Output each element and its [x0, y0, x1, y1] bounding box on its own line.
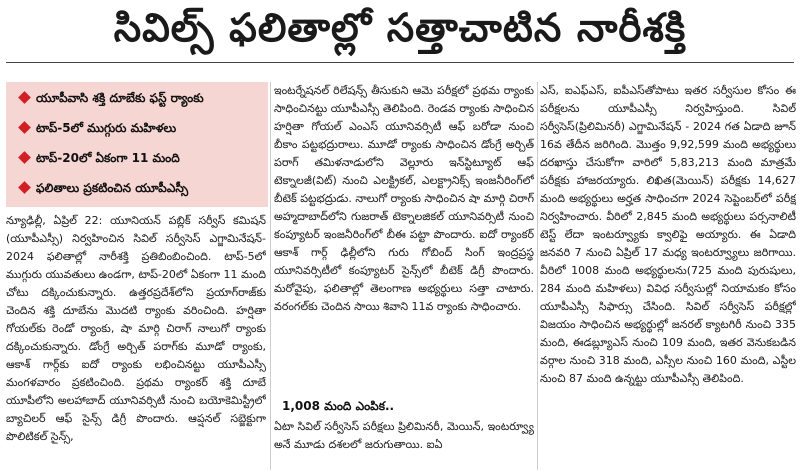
article-subheading: 1,008 మంది ఎంపిక..	[282, 399, 395, 413]
article-column-left: న్యూఢిల్లీ, ఏప్రిల్ 22: యూనియన్ పబ్లిక్ సర్వీస్ కమిషన్ (యూపీఎస్సీ) నిర్వహించిన సివిల్ సర్వీసెస్ ఎగ్జామినేషన్- 2024 ఫలితాల్లో నారీశక్తి ప్రతిబింబించింది. టాప్-5లో ముగ్గురు యువతులు ఉండగా, టాప్-20లో ఏకంగా 11 మంది చోటు దక్కించుకున్నారు. ఉత్తరప్రదేశ్‌లోని ప్రయాగ్‌రాజ్‌కు చెందిన శక్తి దూబేను మొదటి ర్యాంకు వరించింది. హర్షితా గోయల్‌కు రెండో ర్యాంకు, షా మార్గి చిరాగ్ నాలుగో ర్యాంకు దక్కించుకున్నారు. డోంగ్రే అర్చిత్ పరాగ్‌కు మూడో ర్యాంకు, ఆకాశ్ గార్గ్‌కు ఐదో ర్యాంకు లభించినట్టు యూపీఎస్సీ మంగళవారం ప్రకటించింది. ప్రథమ ర్యాంకర్ శక్తి దూబే యూపీలోని అలహాబాద్ యూనివర్సిటీ నుంచి బయోకెమిస్ట్రీలో బ్యాచిలర్ ఆఫ్ సైన్స్ డిగ్రీ పొందారు. ఆప్షనల్ సబ్జెక్టుగా పొలిటికల్ సైన్స్,	[6, 214, 266, 443]
highlight-item: ఫలితాలు ప్రకటించిన యూపీఎస్సీ	[36, 181, 189, 195]
bullet-icon	[18, 91, 31, 104]
column-divider	[537, 82, 538, 470]
bullet-icon	[18, 151, 31, 164]
highlight-item: యూపీవాసి శక్తి దూబేకు ఫస్ట్ ర్యాంకు	[36, 91, 204, 105]
article-column-middle: ఇంటర్నేషనల్ రిలేషన్స్ తీసుకుని ఆమె పరీక్షలో ప్రథమ ర్యాంకు సాధించినట్టు యూపీఎస్సీ తెలిపింది. రెండవ ర్యాంకు సాధించిన హర్షితా గోయల్ ఎంఎస్ యూనివర్సిటీ ఆఫ్ బరోడా నుంచి బీకాం పట్టభద్రురాలు. మూడో ర్యాంకు సాధించిన డోంగ్రే అర్చిత్ పరాగ్ తమిళనాడులోని వెల్లూరు ఇన్‌స్టిట్యూట్ ఆఫ్ టెక్నాలజీ(విట్) నుంచి ఎలక్ట్రికల్, ఎలక్ట్రానిక్స్ ఇంజనీరింగ్‌లో బీటెక్ పట్టభద్రుడు. నాలుగో ర్యాంకు సాధించిన షా మార్గి చిరాగ్ అహ్మదాబాద్‌లోని గుజరాత్ టెక్నాలజికల్ యూనివర్సిటీ నుంచి కంప్యూటర్ ఇంజనీరింగ్‌లో బీఈ పట్టా పొందారు. ఐదో ర్యాంకర్ ఆకాశ్ గార్గ్ ఢిల్లీలోని గురు గోబింద్ సింగ్ ఇంద్రప్రస్థ యూనివర్సిటీలో కంప్యూటర్ సైన్స్‌లో బీటెక్ డిగ్రీ పొందారు. మరోవైపు, ఫలితాల్లో తెలంగాణ అభ్యర్థులు సత్తా చాటారు. వరంగల్‌కు చెందిన సాయి శివాని 11వ ర్యాంకు సాధించారు.	[274, 84, 534, 313]
column-divider	[270, 82, 271, 470]
article-column-right: ఎస్, ఐఎఫ్ఎస్, ఐపీఎస్‌తోపాటు ఇతర సర్వీసుల కోసం ఈ పరీక్షలను యూపీఎస్సీ నిర్వహిస్తుంది. సివిల్ సర్వీసెస్(ప్రిలిమినరీ) ఎగ్జామినేషన్ - 2024 గత ఏడాది జూన్ 16వ తేదీన జరిగింది. మొత్తం 9,92,599 మంది అభ్యర్థులు దరఖాస్తు చేసుకోగా వారిలో 5,83,213 మంది మాత్రమే పరీక్షకు హాజరయ్యారు. లిఖిత(మెయిన్) పరీక్షకు 14,627 మంది అభ్యర్థులు అర్హత సాధించగా 2024 సెప్టెంబర్‌లో పరీక్ష నిర్వహించారు. వీరిలో 2,845 మంది అభ్యర్థులు పర్సనాలిటీ టెస్ట్ లేదా ఇంటర్వ్యూకు క్వాలిఫై అయ్యారు. ఈ ఏడాది జనవరి 7 నుంచి ఏప్రిల్ 17 మధ్య ఇంటర్వ్యూలు జరిగాయి. వీరిలో 1008 మంది అభ్యర్థులను(725 మంది పురుషులు, 284 మంది మహిళలు) వివిధ సర్వీసుల్లో నియామకం కోసం యూపీఎస్సీ సిఫార్సు చేసింది. సివిల్ సర్వీసెస్ పరీక్షల్లో విజయం సాధించిన అభ్యర్థుల్లో జనరల్ క్యాటగిరీ నుంచి 335 మంది, ఈడబ్ల్యూఎస్ నుంచి 109 మంది, ఇతర వెనుకబడిన వర్గాల నుంచి 318 మంది, ఎస్సీల నుంచి 160 మంది, ఎస్టీల నుంచి 87 మంది ఉన్నట్టు యూపీఎస్సీ తెలిపింది.	[540, 84, 796, 385]
headline-divider	[6, 62, 794, 63]
highlights-box	[6, 82, 268, 207]
bullet-icon	[18, 121, 31, 134]
article-column-middle-continued: ఏటా సివిల్ సర్వీసెస్ పరీక్షలు ప్రిలిమినరీ, మెయిన్, ఇంటర్వ్యూ అనే మూడు దశలలో జరుగుతాయి. ఐఏ	[274, 420, 534, 451]
highlight-item: టాప్-5లో ముగ్గురు మహిళలు	[36, 121, 177, 135]
bullet-icon	[18, 181, 31, 194]
headline: సివిల్స్ ఫలితాల్లో సత్తాచాటిన నారీశక్తి	[113, 6, 687, 51]
highlight-item: టాప్-20లో ఏకంగా 11 మంది	[36, 151, 180, 165]
